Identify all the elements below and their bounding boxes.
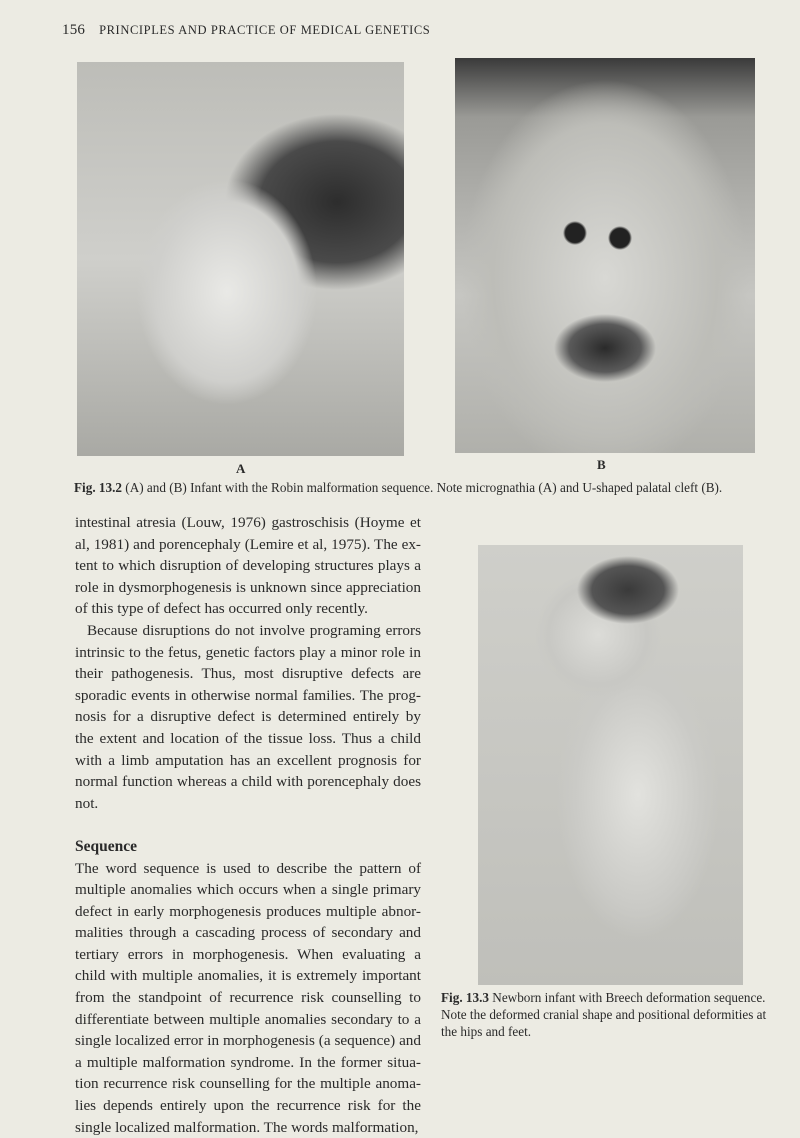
caption-label: Fig. 13.3 <box>441 990 489 1005</box>
text-line: a multiple malformation syndrome. In the former situa- <box>75 1052 421 1074</box>
figure-13-3-caption <box>441 989 791 1040</box>
text-line: of this type of defect has occurred only recently. <box>75 598 421 620</box>
panel-label-a: A <box>236 461 245 477</box>
running-title: PRINCIPLES AND PRACTICE OF MEDICAL GENETICS <box>99 23 430 37</box>
caption-line: Newborn infant with Breech deformation sequence. <box>492 990 765 1005</box>
text-line: sporadic events in otherwise normal families. The prog- <box>75 685 421 707</box>
text-line: with a limb amputation has an excellent prognosis for <box>75 750 421 772</box>
text-line: Because disruptions do not involve programing errors <box>75 620 421 642</box>
caption-label: Fig. 13.2 <box>74 480 122 495</box>
caption-line: Note the deformed cranial shape and positional deformities at <box>441 1006 791 1023</box>
text-line: malities through a cascading process of secondary and <box>75 922 421 944</box>
text-line: lies depends entirely upon the recurrence risk for the <box>75 1095 421 1117</box>
text-line: tion recurrence risk counselling for the multiple anoma- <box>75 1073 421 1095</box>
paragraph-1 <box>75 512 421 620</box>
text-line: tertiary errors in morphogenesis. When evaluating a <box>75 944 421 966</box>
text-line: from the standpoint of recurrence risk counselling to <box>75 987 421 1009</box>
text-line: normal function whereas a child with porencephaly does <box>75 771 421 793</box>
text-line: intestinal atresia (Louw, 1976) gastroschisis (Hoyme et <box>75 512 421 534</box>
text-line: nosis for a disruptive defect is determined entirely by <box>75 706 421 728</box>
text-line: single localized malformation. The words malformation, <box>75 1117 421 1138</box>
text-line: tent to which disruption of developing structures plays a <box>75 555 421 577</box>
caption-text: (A) and (B) Infant with the Robin malformation sequence. Note micrognathia (A) and U-shaped palatal cleft (B). <box>125 480 722 495</box>
text-line: single localized error in morphogenesis (a sequence) and <box>75 1030 421 1052</box>
text-line: The word sequence is used to describe the pattern of <box>75 858 421 880</box>
page-number: 156 <box>62 22 85 38</box>
section-heading: Sequence <box>75 836 421 858</box>
text-line: differentiate between multiple anomalies secondary to a <box>75 1009 421 1031</box>
text-line: defect in early morphogenesis produces multiple abnor- <box>75 901 421 923</box>
photo-palatal-cleft <box>455 58 755 453</box>
text-line: not. <box>75 793 421 815</box>
panel-label-b: B <box>597 457 606 473</box>
running-header <box>62 22 430 39</box>
text-line: the extent and location of the tissue loss. Thus a child <box>75 728 421 750</box>
text-line: child with multiple anomalies, it is extremely important <box>75 965 421 987</box>
text-line: al, 1981) and porencephaly (Lemire et al, 1975). The ex- <box>75 534 421 556</box>
text-line: their pathogenesis. Thus, most disruptive defects are <box>75 663 421 685</box>
photo-breech-infant <box>478 545 743 985</box>
paragraph-3 <box>75 858 421 1138</box>
body-column <box>75 512 421 1138</box>
caption-line: the hips and feet. <box>441 1023 791 1040</box>
photo-infant-profile <box>77 62 404 456</box>
text-line: role in dysmorphogenesis is unknown since appreciation <box>75 577 421 599</box>
text-line: multiple anomalies which occurs when a single primary <box>75 879 421 901</box>
paragraph-2 <box>75 620 421 814</box>
text-line: intrinsic to the fetus, genetic factors play a minor role in <box>75 642 421 664</box>
figure-13-2-caption <box>74 479 722 496</box>
